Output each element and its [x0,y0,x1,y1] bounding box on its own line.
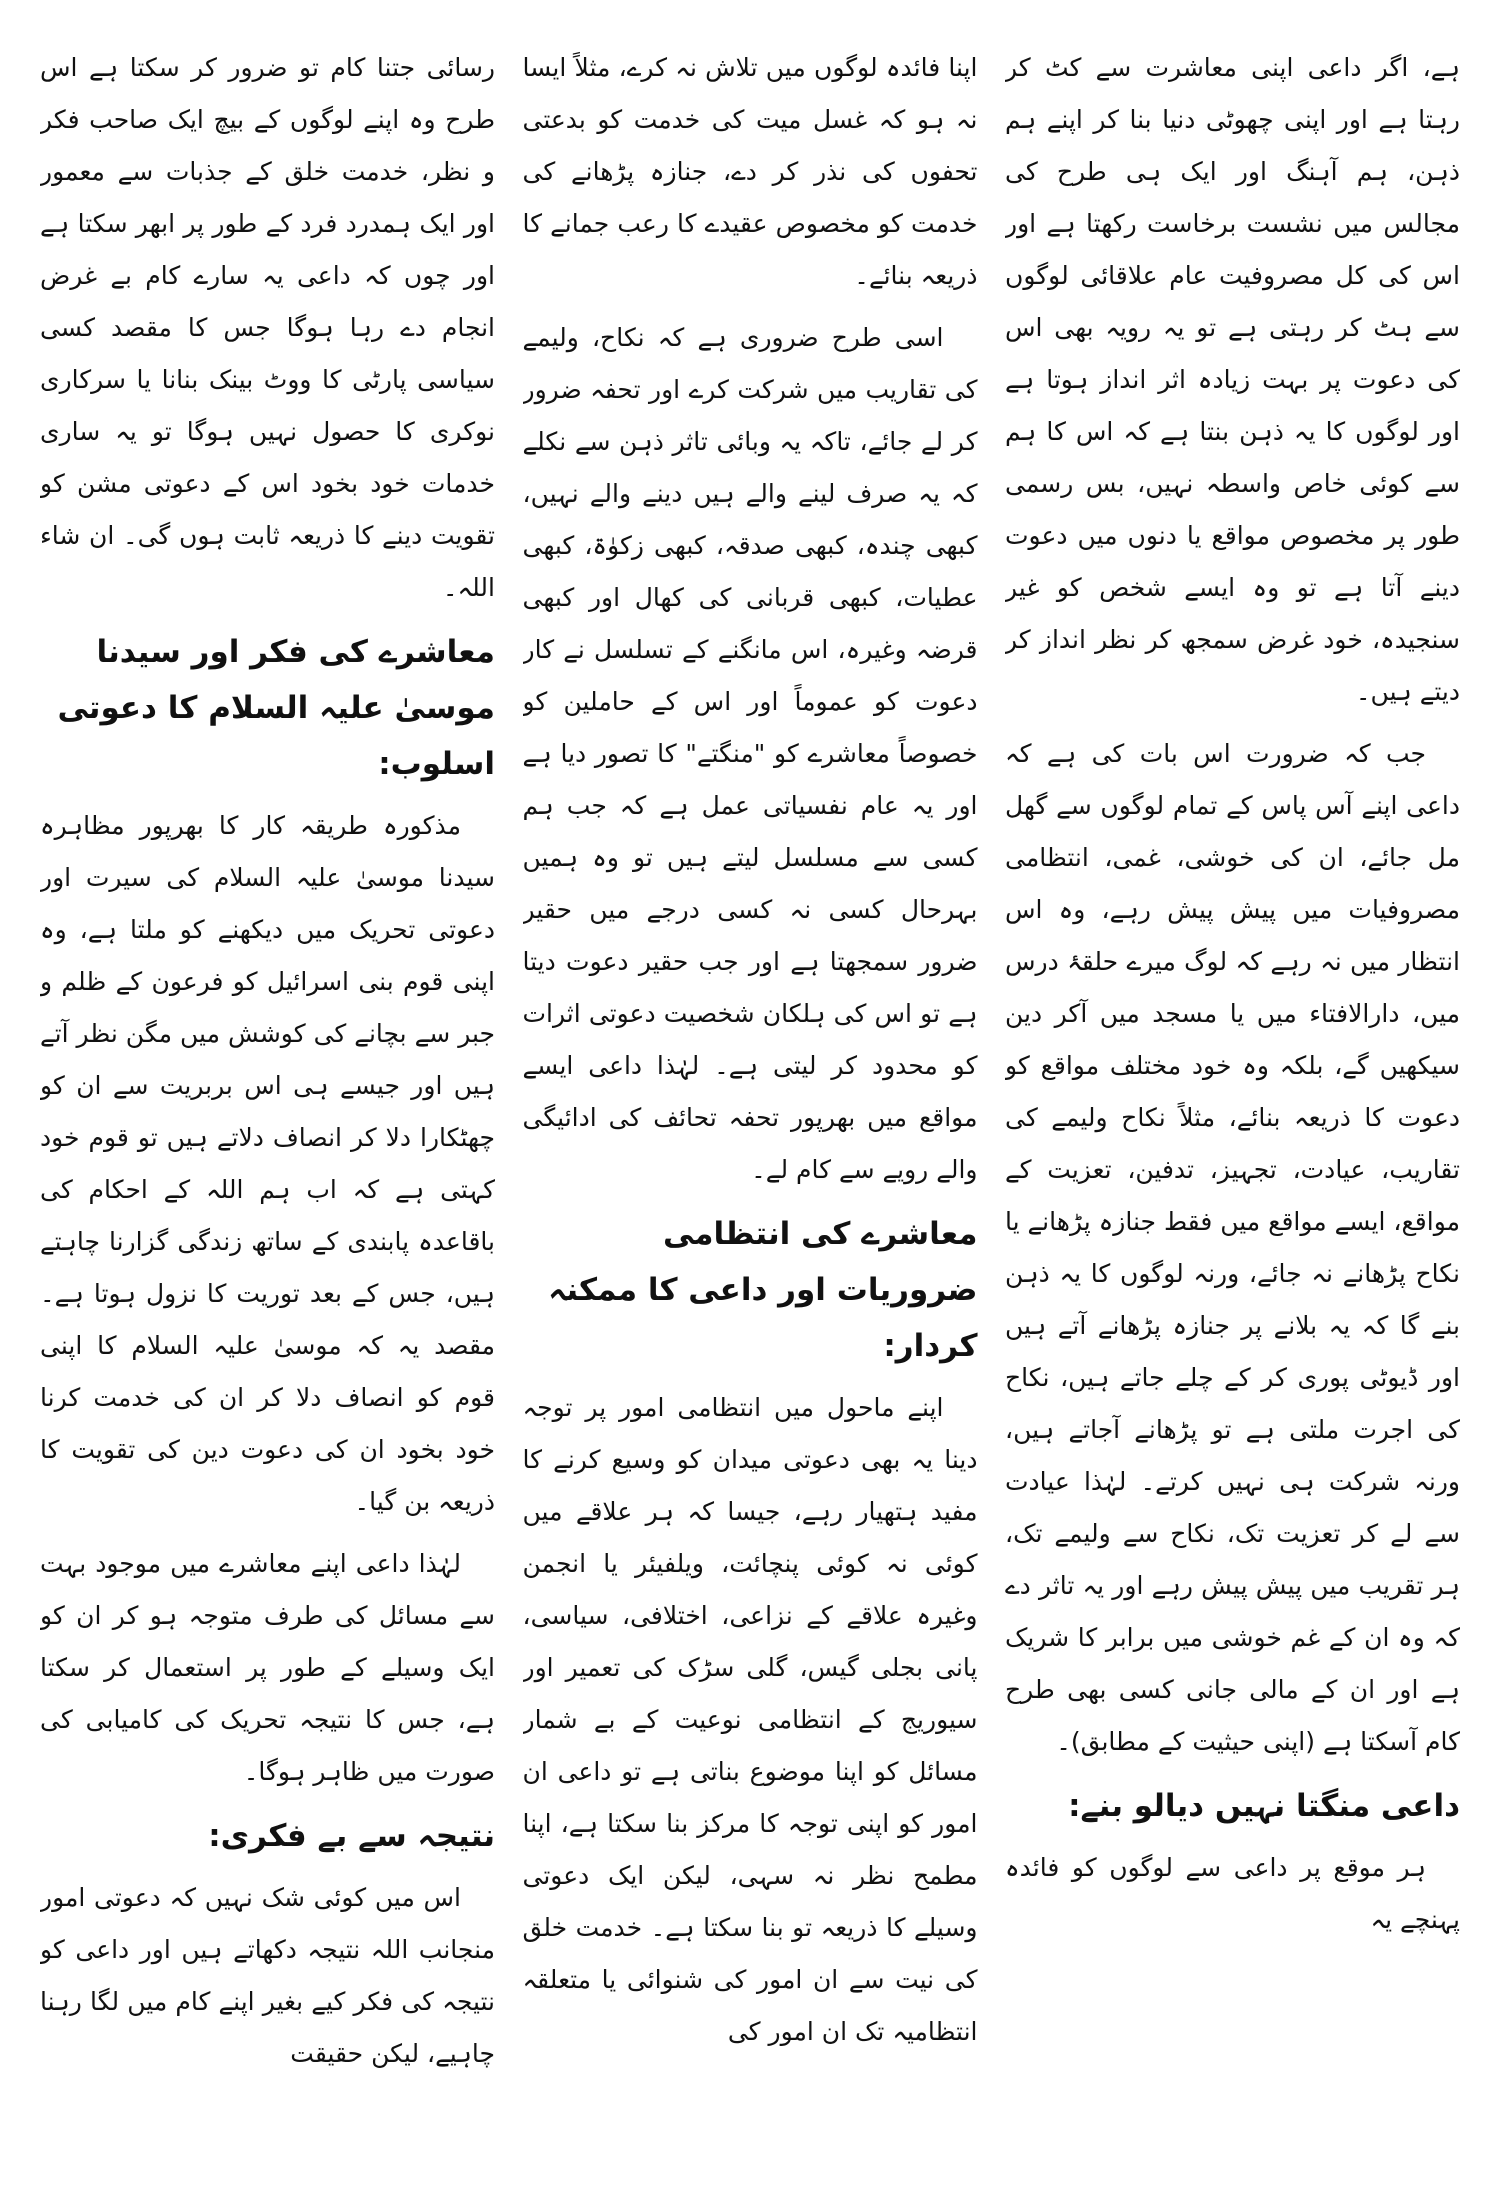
section-heading: معاشرے کی انتظامی ضروریات اور داعی کا ممکنہ کردار: [548,1216,978,1364]
section-heading: نتیجہ سے بے فکری: [208,1818,495,1854]
paragraph: جب کہ ضرورت اس بات کی ہے کہ داعی اپنے آس پاس کے تمام لوگوں سے گھل مل جائے، ان کی خوشی، غمی، انتظامی مصروفیات میں پیش پیش رہے، وہ اس انتظار میں نہ رہے کہ لوگ میرے حلقۂ درس میں، دارالافتاء میں یا مسجد میں آکر دین سیکھیں گے، بلکہ وہ خود مختلف مواقع کو دعوت کا ذریعہ بنائے، مثلاً نکاح ولیمے کی تقاریب، عیادت، تجہیز، تدفین، تعزیت کے مواقع، ایسے مواقع میں فقط جنازہ پڑھانے یا نکاح پڑھانے نہ جائے، ورنہ لوگوں کا یہ ذہن بنے گا کہ یہ بلانے پر جنازہ پڑھانے آتے ہیں اور ڈیوٹی پوری کر کے چلے جاتے ہیں، نکاح کی اجرت ملتی ہے تو پڑھانے آجاتے ہیں، ورنہ شرکت ہی نہیں کرتے۔ لہٰذا عیادت سے لے کر تعزیت تک، نکاح سے ولیمے تک، ہر تقریب میں پیش پیش رہے اور یہ تاثر دے کہ وہ ان کے غم خوشی میں برابر کا شریک ہے اور ان کے مالی جانی کسی بھی طرح کام آسکتا ہے (اپنی حیثیت کے مطابق)۔ [1005,739,1460,1756]
column-middle [523,42,978,2182]
section-heading: داعی منگتا نہیں دیالو بنے: [1068,1788,1460,1824]
paragraph: مذکورہ طریقہ کار کا بھرپور مظاہرہ سیدنا موسیٰ علیہ السلام کی سیرت اور دعوتی تحریک میں دیکھنے کو ملتا ہے، وہ اپنی قوم بنی اسرائیل کو فرعون کے ظلم و جبر سے بچانے کی کوشش میں مگن نظر آتے ہیں اور جیسے ہی اس بربریت سے ان کو چھٹکارا دلا کر انصاف دلاتے ہیں تو قوم خود کہتی ہے کہ اب ہم اللہ کے احکام کی باقاعدہ پابندی کے ساتھ زندگی گزارنا چاہتے ہیں، جس کے بعد توریت کا نزول ہوتا ہے۔ مقصد یہ کہ موسیٰ علیہ السلام کا اپنی قوم کو انصاف دلا کر ان کی خدمت کرنا خود بخود ان کی دعوت دین کی تقویت کا ذریعہ بن گیا۔ [40,811,495,1516]
paragraph: اس میں کوئی شک نہیں کہ دعوتی امور منجانب اللہ نتیجہ دکھاتے ہیں اور داعی کو نتیجہ کی فکر کیے بغیر اپنے کام میں لگا رہنا چاہیے، لیکن حقیقت [40,1883,495,2068]
column-left [40,42,495,2182]
paragraph: اسی طرح ضروری ہے کہ نکاح، ولیمے کی تقاریب میں شرکت کرے اور تحفہ ضرور کر لے جائے، تاکہ یہ وبائی تاثر ذہن سے نکلے کہ یہ صرف لینے والے ہیں دینے والے نہیں، کبھی چندہ، کبھی صدقہ، کبھی زکوٰۃ، کبھی عطیات، کبھی قربانی کی کھال اور کبھی قرضہ وغیرہ، اس مانگنے کے تسلسل نے کار دعوت کو عموماً اور اس کے حاملین کو خصوصاً معاشرے کو "منگتے" کا تصور دیا ہے اور یہ عام نفسیاتی عمل ہے کہ جب ہم کسی سے مسلسل لیتے ہیں تو وہ ہمیں بہرحال کسی نہ کسی درجے میں حقیر ضرور سمجھتا ہے اور جب حقیر دعوت دیتا ہے تو اس کی ہلکان شخصیت دعوتی اثرات کو محدود کر لیتی ہے۔ لہٰذا داعی ایسے مواقع میں بھرپور تحفہ تحائف کی ادائیگی والے رویے سے کام لے۔ [522,323,978,1184]
section-heading: معاشرے کی فکر اور سیدنا موسیٰ علیہ السلام کا دعوتی اسلوب: [57,634,495,782]
column-right [1005,42,1460,2182]
paragraph: رسائی جتنا کام تو ضرور کر سکتا ہے اس طرح وہ اپنے لوگوں کے بیچ ایک صاحب فکر و نظر، خدمت خلق کے جذبات سے معمور اور ایک ہمدرد فرد کے طور پر ابھر سکتا ہے اور چوں کہ داعی یہ سارے کام بے غرض انجام دے رہا ہوگا جس کا مقصد کسی سیاسی پارٹی کا ووٹ بینک بنانا یا سرکاری نوکری کا حصول نہیں ہوگا تو یہ ساری خدمات خود بخود اس کے دعوتی مشن کو تقویت دینے کا ذریعہ ثابت ہوں گی۔ ان شاء اللہ۔ [40,53,495,602]
paragraph: اپنا فائدہ لوگوں میں تلاش نہ کرے، مثلاً ایسا نہ ہو کہ غسل میت کی خدمت کو بدعتی تحفوں کی نذر کر دے، جنازہ پڑھانے کی خدمت کو مخصوص عقیدے کا رعب جمانے کا ذریعہ بنائے۔ [522,53,978,290]
paragraph: ہر موقع پر داعی سے لوگوں کو فائدہ پہنچے یہ [1005,1853,1460,1934]
paragraph: ہے، اگر داعی اپنی معاشرت سے کٹ کر رہتا ہے اور اپنی چھوٹی دنیا بنا کر اپنے ہم ذہن، ہم آہنگ اور ایک ہی طرح کی مجالس میں نشست برخاست رکھتا ہے اور اس کی کل مصروفیت عام علاقائی لوگوں سے ہٹ کر رہتی ہے تو یہ رویہ بھی اس کی دعوت پر بہت زیادہ اثر انداز ہوتا ہے اور لوگوں کا یہ ذہن بنتا ہے کہ اس کا ہم سے کوئی خاص واسطہ نہیں، بس رسمی طور پر مخصوص مواقع یا دنوں میں دعوت دینے آتا ہے تو وہ ایسے شخص کو غیر سنجیدہ، خود غرض سمجھ کر نظر انداز کر دیتے ہیں۔ [1005,53,1460,706]
paragraph: اپنے ماحول میں انتظامی امور پر توجہ دینا یہ بھی دعوتی میدان کو وسیع کرنے کا مفید ہتھیار رہے، جیسا کہ ہر علاقے میں کوئی نہ کوئی پنچائت، ویلفیئر یا انجمن وغیرہ علاقے کے نزاعی، اختلافی، سیاسی، پانی بجلی گیس، گلی سڑک کی تعمیر اور سیوریج کے انتظامی نوعیت کے بے شمار مسائل کو اپنا موضوع بناتی ہے تو داعی ان امور کو اپنی توجہ کا مرکز بنا سکتا ہے، اپنا مطمح نظر نہ سہی، لیکن ایک دعوتی وسیلے کا ذریعہ تو بنا سکتا ہے۔ خدمت خلق کی نیت سے ان امور کی شنوائی یا متعلقہ انتظامیہ تک ان امور کی [522,1393,978,2046]
paragraph: لہٰذا داعی اپنے معاشرے میں موجود بہت سے مسائل کی طرف متوجہ ہو کر ان کو ایک وسیلے کے طور پر استعمال کر سکتا ہے، جس کا نتیجہ تحریک کی کامیابی کی صورت میں ظاہر ہوگا۔ [40,1549,495,1786]
